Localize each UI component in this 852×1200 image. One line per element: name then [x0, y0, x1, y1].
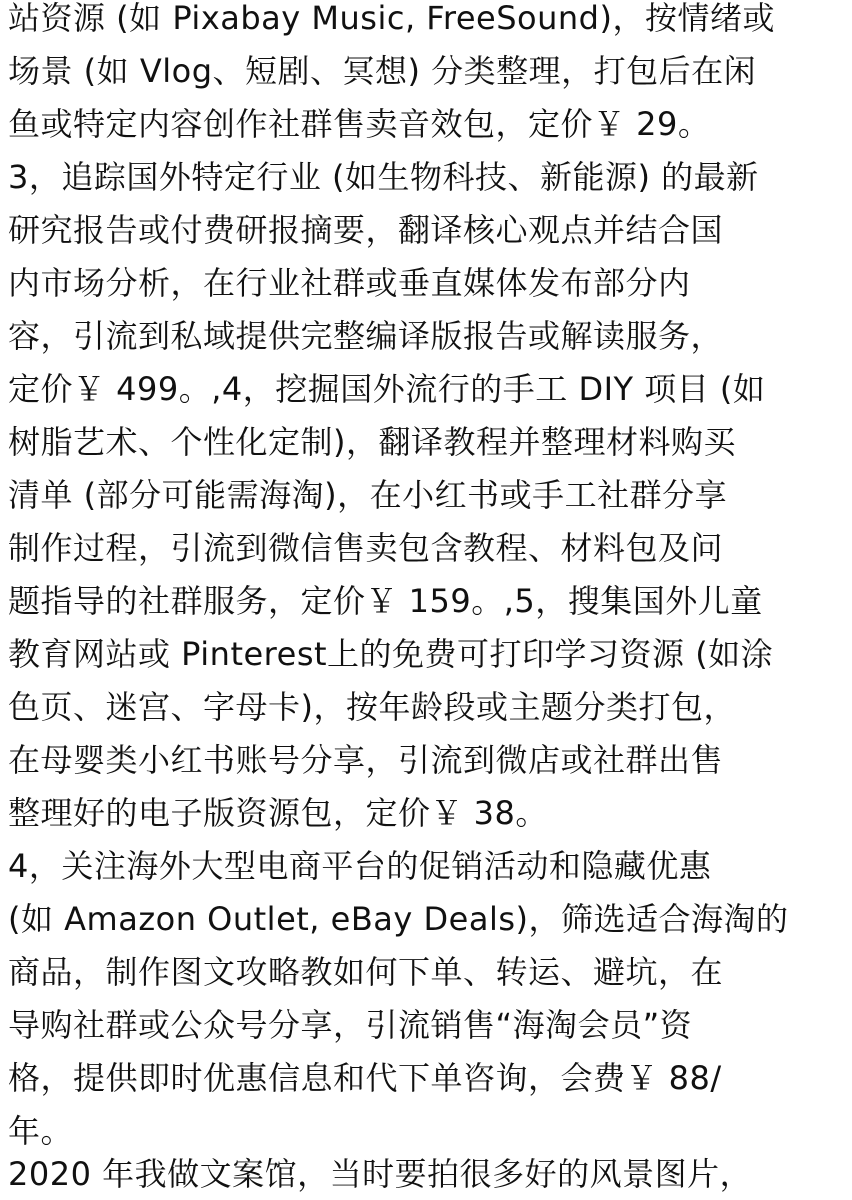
text-line: 导购社群或公众号分享，引流销售“海淘会员”资 — [8, 1006, 693, 1044]
text-line: 3，追踪国外特定行业 (如生物科技、新能源) 的最新 — [8, 158, 759, 196]
text-line: 制作过程，引流到微信售卖包含教程、材料包及问 — [8, 529, 724, 567]
text-line: 色页、迷宫、字母卡)，按年龄段或主题分类打包， — [8, 688, 736, 726]
text-line: (如 Amazon Outlet, eBay Deals)，筛选适合海淘的 — [8, 900, 789, 938]
text-line: 4，关注海外大型电商平台的促销活动和隐藏优惠 — [8, 847, 712, 885]
text-line: 场景 (如 Vlog、短剧、冥想) 分类整理，打包后在闲 — [8, 52, 757, 90]
text-line: 清单 (部分可能需海淘)，在小红书或手工社群分享 — [8, 476, 728, 514]
text-line: 教育网站或 Pinterest上的免费可打印学习资源 (如涂 — [8, 635, 774, 673]
text-line: 题指导的社群服务，定价￥ 159。,5，搜集国外儿童 — [8, 582, 763, 620]
text-line: 2020 年我做文案馆，当时要拍很多好的风景图片， — [8, 1155, 753, 1193]
text-line: 整理好的电子版资源包，定价￥ 38。 — [8, 794, 548, 832]
text-line: 内市场分析，在行业社群或垂直媒体发布部分内 — [8, 264, 691, 302]
text-line: 格，提供即时优惠信息和代下单咨询，会费￥ 88/ — [8, 1059, 722, 1097]
text-line: 在母婴类小红书账号分享，引流到微店或社群出售 — [8, 741, 724, 779]
text-line: 年。 — [8, 1112, 74, 1150]
text-line: 树脂艺术、个性化定制)，翻译教程并整理材料购买 — [8, 423, 736, 461]
text-line: 容，引流到私域提供完整编译版报告或解读服务， — [8, 317, 724, 355]
text-line: 商品，制作图文攻略教如何下单、转运、避坑，在 — [8, 953, 724, 991]
text-line: 研究报告或付费研报摘要，翻译核心观点并结合国 — [8, 211, 724, 249]
text-line: 定价￥ 499。,4，挖掘国外流行的手工 DIY 项目 (如 — [8, 370, 766, 408]
text-line: 站资源 (如 Pixabay Music, FreeSound)，按情绪或 — [8, 0, 775, 37]
text-line: 鱼或特定内容创作社群售卖音效包，定价￥ 29。 — [8, 105, 711, 143]
